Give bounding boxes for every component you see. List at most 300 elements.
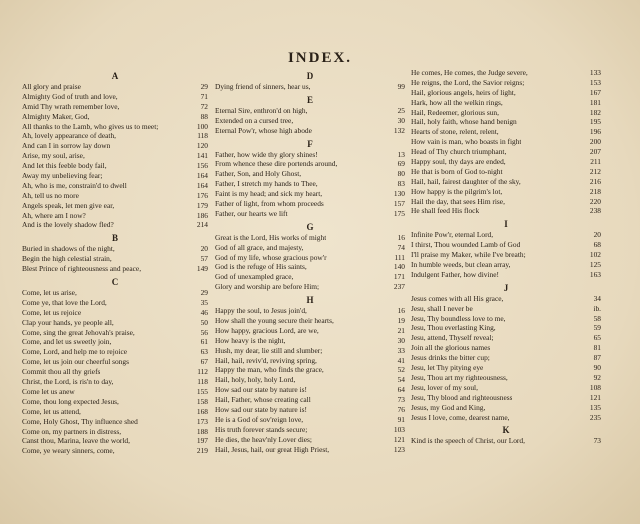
- entry-first-line: How shall the young secure their hearts,: [215, 316, 334, 326]
- index-entry: [215, 415, 405, 425]
- section-letter: F: [307, 138, 313, 149]
- index-entry: [411, 323, 601, 333]
- entry-page-number: 157: [393, 199, 405, 209]
- entry-page-number: 71: [200, 91, 208, 101]
- entry-first-line: Angels speak, let men give ear,: [22, 200, 115, 210]
- entry-page-number: 197: [196, 436, 208, 446]
- entry-page-number: 56: [200, 327, 208, 337]
- entry-page-number: 156: [196, 161, 208, 171]
- entry-first-line: Head of Thy church triumphant,: [411, 147, 507, 157]
- entry-first-line: Hail, glorious angels, heirs of light,: [411, 87, 516, 97]
- index-entry: [215, 199, 405, 209]
- entry-page-number: 76: [397, 405, 405, 415]
- entry-page-number: 220: [589, 196, 601, 206]
- entry-first-line: Jesus drinks the bitter cup;: [411, 353, 490, 363]
- index-entry: [22, 436, 208, 446]
- entry-page-number: 74: [397, 242, 405, 252]
- entry-first-line: Hearts of stone, relent, relent,: [411, 127, 499, 137]
- section-letter: E: [306, 94, 313, 105]
- entry-first-line: Christ, the Lord, is ris'n to day,: [22, 377, 114, 387]
- index-entry: [215, 189, 405, 199]
- entry-first-line: How sad our state by nature is!: [215, 405, 307, 415]
- entry-page-number: 149: [196, 264, 208, 274]
- entry-page-number: 132: [393, 125, 405, 135]
- entry-first-line: Dying friend of sinners, hear us,: [215, 82, 311, 91]
- entry-page-number: 29: [200, 82, 208, 91]
- index-entry: [411, 167, 601, 177]
- index-entry: [411, 403, 601, 413]
- entry-page-number: 179: [196, 200, 208, 210]
- index-entry: [411, 127, 601, 137]
- entry-first-line: God of all grace, and majesty,: [215, 242, 304, 252]
- entry-page-number: 81: [593, 343, 601, 353]
- entry-first-line: Extended on a cursed tree,: [215, 115, 294, 125]
- index-entry: [411, 373, 601, 383]
- index-entry: [22, 446, 208, 456]
- index-entry: [215, 326, 405, 336]
- entry-page-number: ib.: [593, 303, 601, 313]
- entry-page-number: 52: [397, 365, 405, 375]
- entry-page-number: 155: [196, 386, 208, 396]
- entry-first-line: Blest Prince of righteousness and peace,: [22, 264, 142, 274]
- entry-first-line: God is the refuge of His saints,: [215, 262, 307, 272]
- entry-page-number: 21: [397, 325, 405, 335]
- index-entry: [22, 328, 208, 338]
- entry-page-number: 30: [397, 335, 405, 345]
- index-entry: [411, 393, 601, 403]
- index-entry: [215, 272, 405, 282]
- entry-first-line: Amid Thy wrath remember love,: [22, 101, 120, 111]
- entry-page-number: 112: [197, 367, 208, 377]
- index-entry: [411, 78, 601, 88]
- entry-page-number: 140: [393, 262, 405, 272]
- index-entry: [22, 288, 208, 298]
- entry-page-number: 164: [196, 171, 208, 181]
- entry-first-line: And is the lovely shadow fled?: [22, 220, 114, 230]
- entry-first-line: Jesu, lover of my soul,: [411, 382, 478, 392]
- entry-page-number: 123: [393, 444, 405, 454]
- section-letter: A: [111, 71, 119, 81]
- entry-page-number: 30: [397, 115, 405, 125]
- entry-first-line: Jesu, Thou art my righteousness,: [411, 372, 508, 382]
- entry-first-line: Hail, hail, reviv'd, reviving spring,: [215, 355, 317, 365]
- entry-first-line: Hail, holy, holy, holy Lord,: [215, 375, 296, 385]
- entry-page-number: 218: [589, 186, 601, 196]
- entry-first-line: How happy is the pilgrim's lot,: [411, 186, 503, 196]
- index-entry: [22, 357, 208, 367]
- entry-page-number: 68: [593, 240, 601, 250]
- entry-first-line: All glory and praise: [22, 82, 81, 91]
- index-entry: [22, 387, 208, 397]
- entry-page-number: 130: [393, 189, 405, 199]
- entry-first-line: Father, how wide thy glory shines!: [215, 149, 318, 159]
- index-entry: [411, 304, 601, 314]
- index-entry: [411, 206, 601, 216]
- index-entry: [215, 336, 405, 346]
- index-entry: [215, 385, 405, 395]
- index-entry: [215, 346, 405, 356]
- entry-first-line: Come, Lord, and help me to rejoice: [22, 347, 128, 357]
- index-entry: [411, 363, 601, 373]
- index-entry: [22, 82, 208, 92]
- entry-first-line: Away my unbelieving fear;: [22, 171, 103, 181]
- index-entry: [22, 220, 208, 230]
- index-entry: [22, 367, 208, 377]
- index-entry: [215, 169, 405, 179]
- entry-page-number: 33: [397, 345, 405, 355]
- index-entry: [22, 407, 208, 417]
- entry-page-number: 188: [196, 426, 208, 436]
- index-entry: [22, 201, 208, 211]
- page-title: INDEX.: [287, 50, 353, 66]
- entry-first-line: Jesu, Thou everlasting King,: [411, 323, 496, 333]
- index-entry: [22, 337, 208, 347]
- entry-page-number: 99: [397, 82, 405, 91]
- entry-page-number: 20: [200, 244, 208, 254]
- entry-first-line: Come, and let us sweetly join,: [22, 337, 112, 347]
- entry-first-line: Great is the Lord, His works of might: [215, 232, 327, 242]
- index-entry: [22, 427, 208, 437]
- index-entry: [215, 356, 405, 366]
- entry-first-line: Eternal Sire, enthron'd on high,: [215, 105, 308, 115]
- entry-page-number: 212: [589, 166, 601, 176]
- index-column-1: [22, 68, 208, 456]
- section-letter: J: [503, 282, 509, 293]
- entry-first-line: Indulgent Father, how divine!: [411, 269, 499, 279]
- entry-first-line: Jesu, Thy blood and righteousness: [411, 392, 513, 402]
- entry-page-number: 63: [200, 347, 208, 357]
- entry-page-number: 65: [593, 333, 601, 343]
- entry-page-number: 100: [196, 121, 208, 131]
- section-letter: B: [111, 233, 118, 244]
- entry-first-line: Clap your hands, ye people all,: [22, 317, 114, 327]
- entry-page-number: 58: [593, 313, 601, 323]
- index-entry: [215, 126, 405, 136]
- index-entry: [22, 102, 208, 112]
- entry-page-number: 54: [397, 375, 405, 385]
- index-entry: [215, 316, 405, 326]
- index-entry: [411, 240, 601, 250]
- entry-first-line: Ah, where am I now?: [22, 210, 86, 220]
- entry-page-number: 41: [397, 355, 405, 365]
- index-entry: [22, 112, 208, 122]
- entry-page-number: 211: [590, 157, 601, 167]
- entry-page-number: 87: [593, 353, 601, 363]
- entry-first-line: Faint is my head; and sick my heart,: [215, 189, 323, 199]
- index-entry: [22, 347, 208, 357]
- entry-page-number: 238: [589, 206, 601, 216]
- entry-first-line: In humble weeds, but clean array,: [411, 260, 511, 270]
- index-entry: [215, 159, 405, 169]
- entry-first-line: Begin the high celestial strain,: [22, 254, 112, 264]
- entry-first-line: Come, thou long expected Jesus,: [22, 396, 119, 406]
- entry-first-line: I thirst, Thou wounded Lamb of God: [411, 240, 521, 250]
- entry-first-line: Infinite Pow'r, eternal Lord,: [411, 230, 494, 240]
- index-entry: [411, 117, 601, 127]
- index-entry: [215, 375, 405, 385]
- entry-page-number: 200: [589, 137, 601, 147]
- entry-page-number: 69: [397, 159, 405, 169]
- entry-page-number: 35: [200, 297, 208, 307]
- entry-first-line: Join all the glorious names: [411, 343, 491, 353]
- entry-page-number: 25: [397, 105, 405, 115]
- index-entry: [411, 314, 601, 324]
- entry-page-number: 16: [397, 232, 405, 242]
- entry-first-line: God of my life, whose gracious pow'r: [215, 252, 327, 262]
- index-entry: [22, 181, 208, 191]
- entry-page-number: 64: [397, 385, 405, 395]
- entry-first-line: Hail, Father, whose creating call: [215, 395, 311, 405]
- entry-page-number: 176: [196, 190, 208, 200]
- entry-page-number: 125: [589, 260, 601, 270]
- entry-page-number: 153: [589, 77, 601, 87]
- entry-page-number: 164: [196, 180, 208, 190]
- index-entry: [411, 147, 601, 157]
- entry-first-line: Hail, holy faith, whose hand benign: [411, 117, 517, 127]
- entry-page-number: 90: [593, 363, 601, 373]
- entry-page-number: 67: [200, 357, 208, 367]
- entry-page-number: 195: [589, 117, 601, 127]
- index-entry: [215, 306, 405, 316]
- entry-page-number: 207: [589, 147, 601, 157]
- index-column-3: [411, 68, 601, 446]
- entry-page-number: 118: [197, 131, 208, 141]
- entry-page-number: 91: [397, 414, 405, 424]
- entry-first-line: Come, let us arise,: [22, 288, 77, 298]
- entry-first-line: Come let us anew: [22, 386, 75, 396]
- index-entry: [411, 294, 601, 304]
- entry-first-line: Arise, my soul, arise,: [22, 151, 85, 161]
- entry-first-line: Jesu, Thy boundless love to me,: [411, 313, 506, 323]
- entry-page-number: 219: [196, 446, 208, 456]
- entry-first-line: Eternal Pow'r, whose high abode: [215, 125, 312, 135]
- entry-first-line: Come on, my partners in distress,: [22, 426, 122, 436]
- entry-first-line: His truth forever stands secure;: [215, 424, 308, 434]
- index-entry: [22, 318, 208, 328]
- index-entry: [215, 253, 405, 263]
- entry-page-number: 83: [397, 179, 405, 189]
- entry-page-number: 88: [200, 111, 208, 121]
- entry-first-line: Come ye, that love the Lord,: [22, 297, 107, 307]
- index-entry: [215, 82, 405, 92]
- index-entry: [215, 435, 405, 445]
- index-entry: [22, 131, 208, 141]
- index-entry: [215, 106, 405, 116]
- entry-first-line: Kind is the speech of Christ, our Lord,: [411, 436, 525, 446]
- entry-page-number: 57: [200, 254, 208, 264]
- index-entry: [215, 116, 405, 126]
- entry-first-line: Happy the soul, to Jesus join'd,: [215, 306, 307, 316]
- index-entry: [411, 137, 601, 147]
- index-entry: [22, 92, 208, 102]
- index-entry: [411, 230, 601, 240]
- entry-page-number: 61: [200, 337, 208, 347]
- entry-first-line: From whence these dire portends around,: [215, 159, 338, 169]
- index-entry: [411, 98, 601, 108]
- index-entry: [411, 260, 601, 270]
- entry-page-number: 237: [393, 282, 405, 292]
- index-entry: [22, 397, 208, 407]
- entry-first-line: Almighty Maker, God,: [22, 111, 90, 121]
- entry-first-line: Jesus I love, come, dearest name,: [411, 412, 510, 422]
- index-entry: [411, 436, 601, 446]
- entry-page-number: 168: [196, 406, 208, 416]
- entry-first-line: God of unexampled grace,: [215, 272, 294, 282]
- index-entry: [22, 141, 208, 151]
- entry-first-line: How happy, gracious Lord, are we,: [215, 325, 319, 335]
- entry-page-number: 73: [397, 395, 405, 405]
- entry-first-line: Jesu, shall I never be: [411, 303, 473, 313]
- section-letter: C: [111, 277, 119, 288]
- entry-page-number: 29: [200, 288, 208, 298]
- index-entry: [22, 161, 208, 171]
- entry-page-number: 214: [196, 220, 208, 230]
- entry-first-line: He is a God of sov'reign love,: [215, 414, 304, 424]
- entry-page-number: 46: [200, 307, 208, 317]
- entry-first-line: Jesus, my God and King,: [411, 402, 486, 412]
- entry-page-number: 73: [593, 436, 601, 446]
- entry-page-number: 133: [589, 68, 601, 77]
- entry-first-line: Happy the man, who finds the grace,: [215, 365, 324, 375]
- index-entry: [215, 209, 405, 219]
- entry-first-line: How vain is man, who boasts in fight: [411, 137, 522, 147]
- entry-first-line: Hail, Jesus, hail, our great High Priest,: [215, 444, 330, 454]
- entry-page-number: 19: [397, 316, 405, 326]
- index-entry: [411, 187, 601, 197]
- index-entry: [22, 151, 208, 161]
- entry-first-line: Buried in shadows of the night,: [22, 244, 115, 254]
- entry-first-line: Canst thou, Marina, leave the world,: [22, 436, 130, 446]
- index-entry: [22, 377, 208, 387]
- entry-first-line: Come, let us rejoice: [22, 307, 82, 317]
- index-entry: [215, 365, 405, 375]
- entry-page-number: 34: [593, 293, 601, 303]
- section-letter: G: [306, 221, 314, 232]
- index-entry: [215, 179, 405, 189]
- index-entry: [215, 243, 405, 253]
- entry-first-line: He shall feed His flock: [411, 206, 480, 216]
- index-entry: [215, 262, 405, 272]
- entry-page-number: 235: [589, 412, 601, 422]
- entry-page-number: 216: [589, 176, 601, 186]
- index-entry: [411, 177, 601, 187]
- entry-first-line: How sad our state by nature is!: [215, 385, 307, 395]
- entry-first-line: Hark, how all the welkin rings,: [411, 97, 503, 107]
- entry-page-number: 20: [593, 230, 601, 240]
- entry-page-number: 102: [589, 250, 601, 260]
- entry-first-line: Hush, my dear, lie still and slumber;: [215, 345, 323, 355]
- entry-first-line: Come, sing the great Jehovah's praise,: [22, 327, 135, 337]
- index-entry: [411, 68, 601, 78]
- entry-page-number: 196: [589, 127, 601, 137]
- entry-page-number: 59: [593, 323, 601, 333]
- index-entry: [411, 108, 601, 118]
- entry-first-line: He dies, the heav'nly Lover dies;: [215, 434, 312, 444]
- index-entry: [22, 191, 208, 201]
- index-entry: [411, 383, 601, 393]
- entry-page-number: 80: [397, 169, 405, 179]
- entry-first-line: Hail, hail, fairest daughter of the sky,: [411, 176, 521, 186]
- entry-first-line: He reigns, the Lord, the Savior reigns;: [411, 77, 525, 87]
- entry-page-number: 103: [393, 424, 405, 434]
- entry-first-line: Father, our hearts we lift: [215, 208, 288, 218]
- entry-first-line: Father, I stretch my hands to Thee,: [215, 179, 318, 189]
- entry-page-number: 16: [397, 306, 405, 316]
- index-entry: [22, 122, 208, 132]
- index-entry: [215, 445, 405, 455]
- index-entry: [22, 417, 208, 427]
- entry-page-number: 186: [196, 210, 208, 220]
- index-entry: [411, 270, 601, 280]
- entry-first-line: Come, let us join our cheerful songs: [22, 357, 129, 367]
- section-letter: I: [504, 219, 508, 230]
- index-entry: [22, 298, 208, 308]
- entry-page-number: 50: [200, 317, 208, 327]
- entry-first-line: Happy soul, thy days are ended,: [411, 157, 506, 167]
- entry-page-number: 108: [589, 382, 601, 392]
- entry-page-number: 121: [393, 434, 405, 444]
- entry-first-line: Jesu, let Thy pitying eye: [411, 363, 484, 373]
- entry-first-line: I'll praise my Maker, while I've breath;: [411, 250, 526, 260]
- entry-first-line: Almighty God of truth and love,: [22, 91, 118, 101]
- entry-first-line: Jesu, attend, Thyself reveal;: [411, 333, 494, 343]
- index-entry: [215, 150, 405, 160]
- entry-first-line: Hail, Redeemer, glorious sun,: [411, 107, 499, 117]
- index-entry: [22, 308, 208, 318]
- index-entry: [215, 233, 405, 243]
- entry-page-number: 158: [196, 396, 208, 406]
- index-entry: [22, 244, 208, 254]
- entry-first-line: How heavy is the night,: [215, 335, 286, 345]
- entry-page-number: 121: [589, 392, 601, 402]
- entry-page-number: 120: [196, 141, 208, 151]
- entry-first-line: Come, Holy Ghost, Thy influence shed: [22, 416, 138, 426]
- entry-first-line: Father, Son, and Holy Ghost,: [215, 169, 302, 179]
- entry-page-number: 182: [589, 107, 601, 117]
- entry-first-line: He comes, He comes, the Judge severe,: [411, 68, 528, 77]
- entry-page-number: 92: [593, 372, 601, 382]
- entry-first-line: Father of light, from whom proceeds: [215, 199, 324, 209]
- index-entry: [215, 282, 405, 292]
- entry-first-line: And let this feeble body fail,: [22, 161, 107, 171]
- entry-page-number: 163: [589, 269, 601, 279]
- index-entry: [215, 405, 405, 415]
- index-entry: [411, 88, 601, 98]
- entry-page-number: 175: [393, 208, 405, 218]
- index-entry: [215, 425, 405, 435]
- index-entry: [411, 197, 601, 207]
- index-entry: [22, 171, 208, 181]
- entry-page-number: 118: [197, 377, 208, 387]
- entry-first-line: Come, let us attend,: [22, 406, 81, 416]
- entry-page-number: 181: [589, 97, 601, 107]
- entry-first-line: He that is born of God to-night: [411, 166, 503, 176]
- section-letter: D: [306, 71, 314, 81]
- entry-first-line: Jesus comes with all His grace,: [411, 293, 504, 303]
- entry-page-number: 167: [589, 87, 601, 97]
- entry-first-line: Ah, who is me, constrain'd to dwell: [22, 180, 127, 190]
- index-entry: [411, 157, 601, 167]
- index-entry: [411, 413, 601, 423]
- entry-page-number: 72: [200, 101, 208, 111]
- index-entry: [411, 333, 601, 343]
- entry-page-number: 141: [196, 151, 208, 161]
- entry-first-line: Glory and worship are before Him;: [215, 282, 320, 292]
- entry-first-line: Come, ye weary sinners, come,: [22, 446, 115, 456]
- entry-first-line: All thanks to the Lamb, who gives us to meet;: [22, 121, 159, 131]
- entry-page-number: 13: [397, 149, 405, 159]
- section-letter: H: [306, 295, 314, 306]
